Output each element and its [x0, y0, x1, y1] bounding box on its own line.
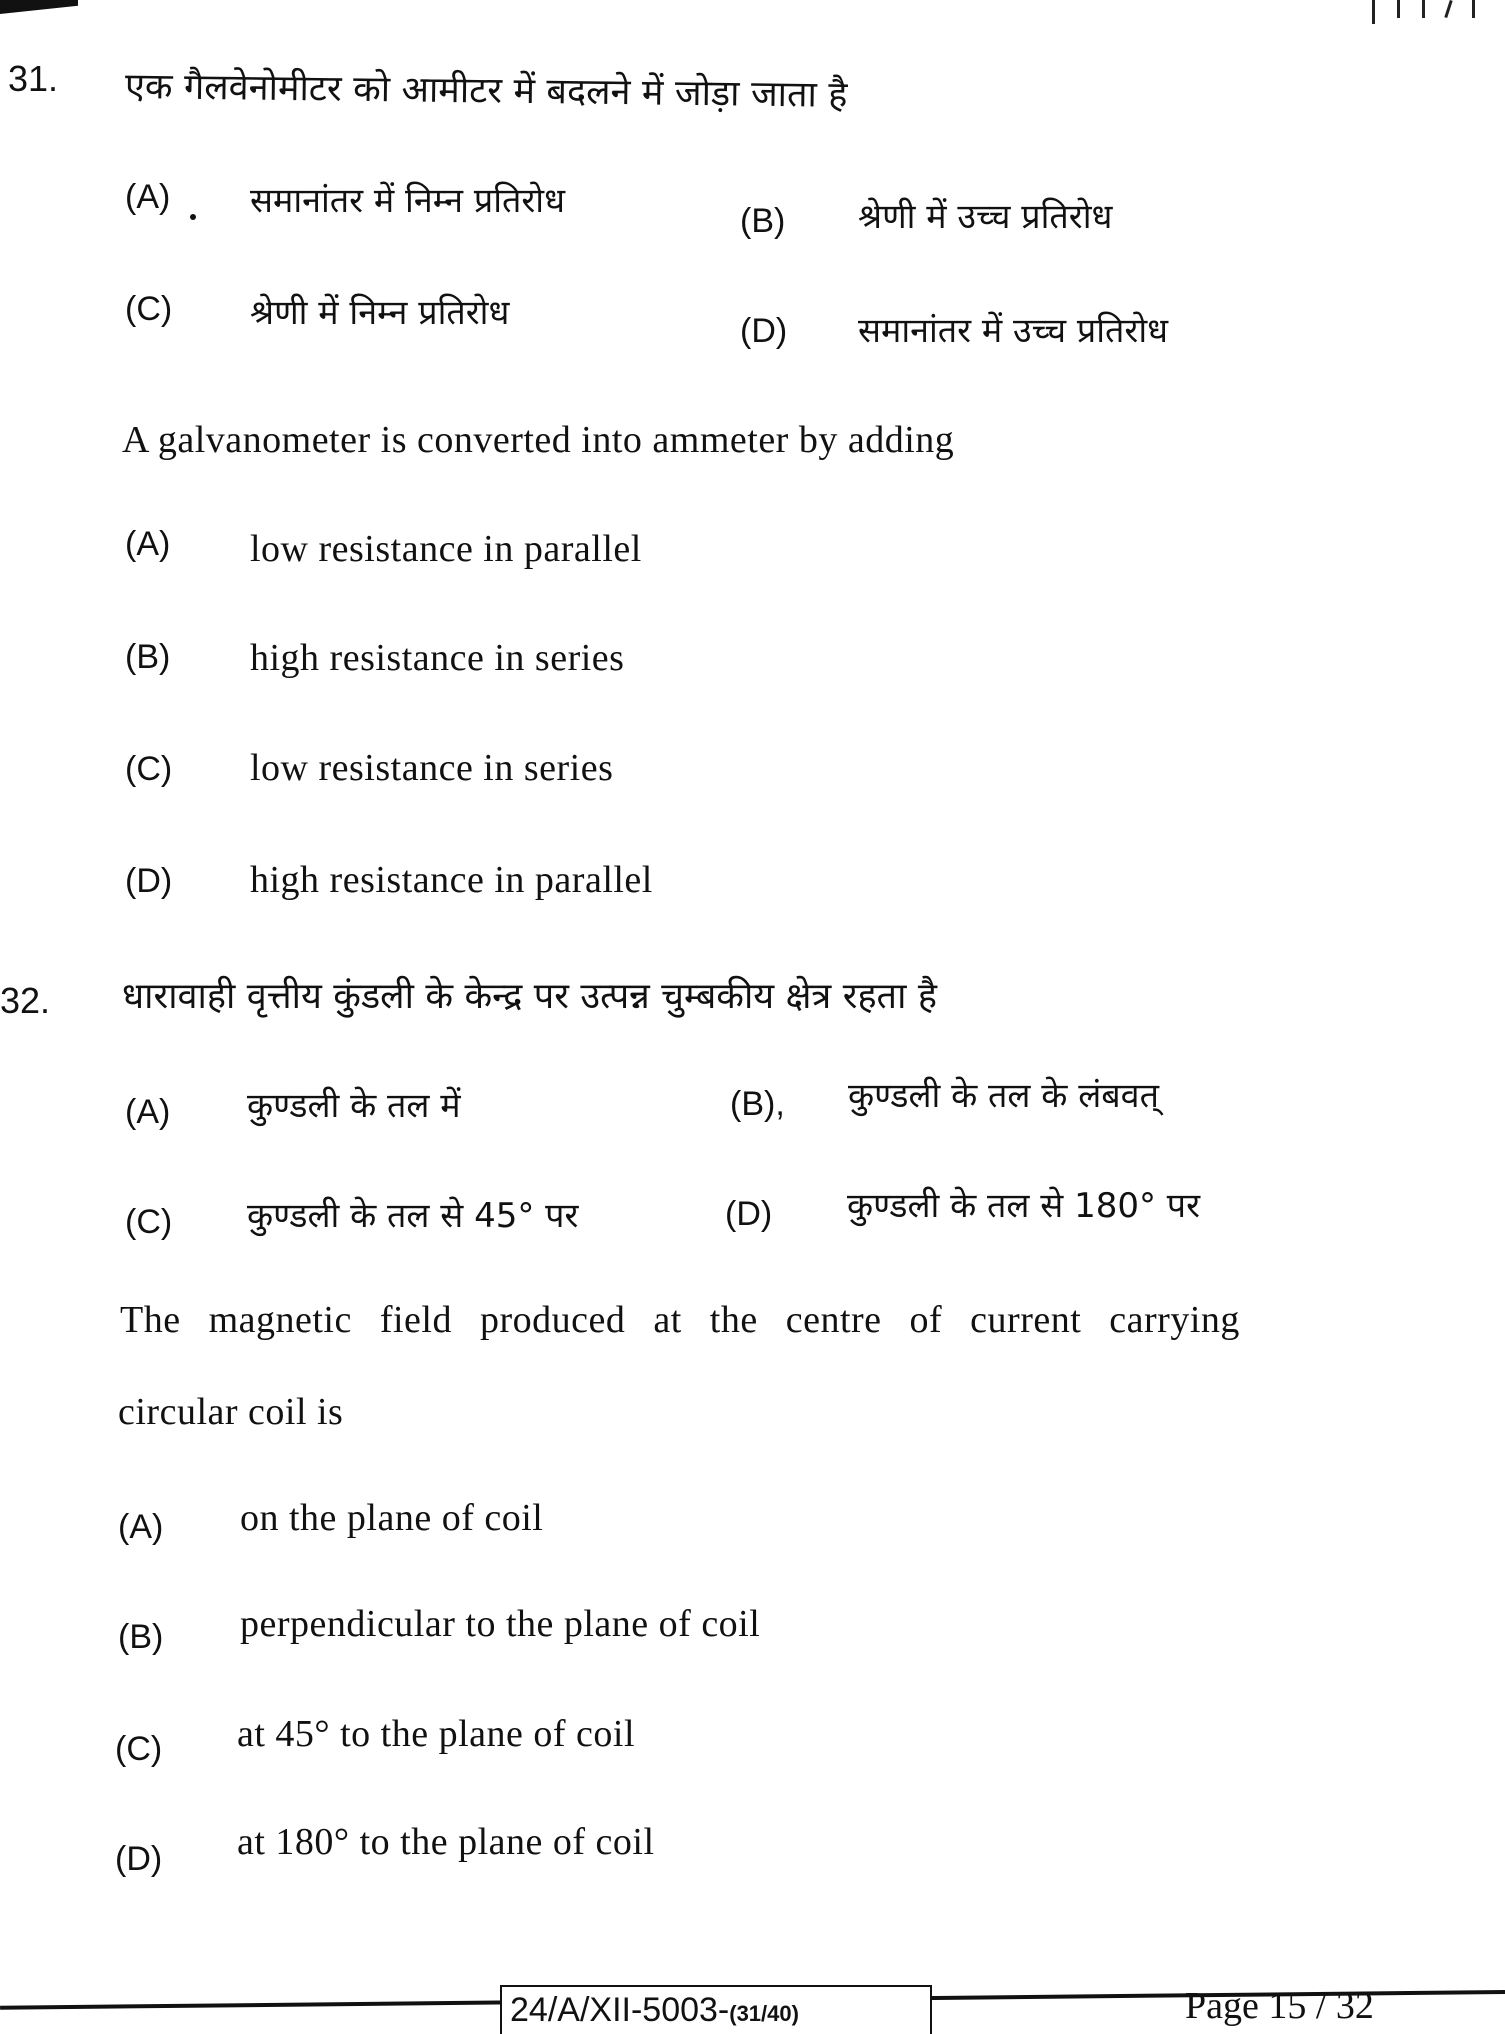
page-number: Page 15 / 32 — [1185, 1985, 1374, 2027]
option-label: (D) — [115, 1840, 163, 1878]
option-label: (D) — [725, 1195, 773, 1233]
option-label: (D) — [740, 312, 788, 350]
question-stem-hindi: धारावाही वृत्तीय कुंडली के केन्द्र पर उत्पन्न चुम्बकीय क्षेत्र रहता है — [122, 976, 937, 1017]
question-stem-english-line2: circular coil is — [118, 1391, 344, 1433]
paper-code-box — [500, 1985, 932, 2034]
option-text: low resistance in series — [250, 747, 614, 789]
option-label: (C) — [115, 1730, 163, 1768]
paper-code: 24/A/XII-5003- — [510, 1991, 730, 2029]
option-text: कुण्डली के तल के लंबवत् — [848, 1076, 1159, 1116]
option-label: (B) — [740, 202, 786, 240]
ink-dot — [190, 214, 196, 220]
question-stem-hindi: एक गैलवेनोमीटर को आमीटर में बदलने में जोड़ा जाता है — [124, 66, 848, 116]
option-label: (C) — [125, 290, 173, 328]
question-stem-english: A galvanometer is converted into ammeter by adding — [122, 419, 955, 461]
paper-code-suffix: (31/40) — [729, 2001, 799, 2026]
option-text: low resistance in parallel — [250, 528, 642, 570]
option-label: (A) — [125, 178, 171, 216]
option-label: (A) — [118, 1508, 164, 1546]
option-label: (B) — [118, 1618, 164, 1656]
option-text: at 180° to the plane of coil — [237, 1821, 655, 1863]
option-text: श्रेणी में उच्च प्रतिरोध — [858, 197, 1113, 237]
option-label: (A) — [125, 525, 171, 563]
option-text: at 45° to the plane of coil — [237, 1713, 636, 1755]
option-text: high resistance in parallel — [250, 859, 653, 901]
question-number: 32. — [0, 980, 51, 1021]
question-stem-english-line1: The magnetic field produced at the centre of current carrying — [120, 1299, 1240, 1341]
scan-corner-mark — [0, 0, 78, 14]
option-text: on the plane of coil — [240, 1497, 544, 1539]
option-text: perpendicular to the plane of coil — [240, 1603, 761, 1645]
option-text: high resistance in series — [250, 637, 625, 679]
question-number: 31. — [8, 58, 59, 99]
option-text: श्रेणी में निम्न प्रतिरोध — [250, 293, 510, 333]
option-label: (B) — [125, 638, 171, 676]
option-label: (C) — [125, 1203, 173, 1241]
option-label: (C) — [125, 750, 173, 788]
option-text: समानांतर में निम्न प्रतिरोध — [250, 181, 565, 221]
option-label: (A) — [125, 1093, 171, 1131]
option-text: कुण्डली के तल से 180° पर — [847, 1186, 1200, 1226]
option-text: कुण्डली के तल में — [247, 1086, 461, 1126]
top-tick-marks — [1372, 0, 1475, 22]
option-text: समानांतर में उच्च प्रतिरोध — [858, 311, 1169, 351]
option-text: कुण्डली के तल से 45° पर — [247, 1196, 579, 1236]
option-label: (D) — [125, 862, 173, 900]
option-label: (B), — [730, 1085, 785, 1123]
